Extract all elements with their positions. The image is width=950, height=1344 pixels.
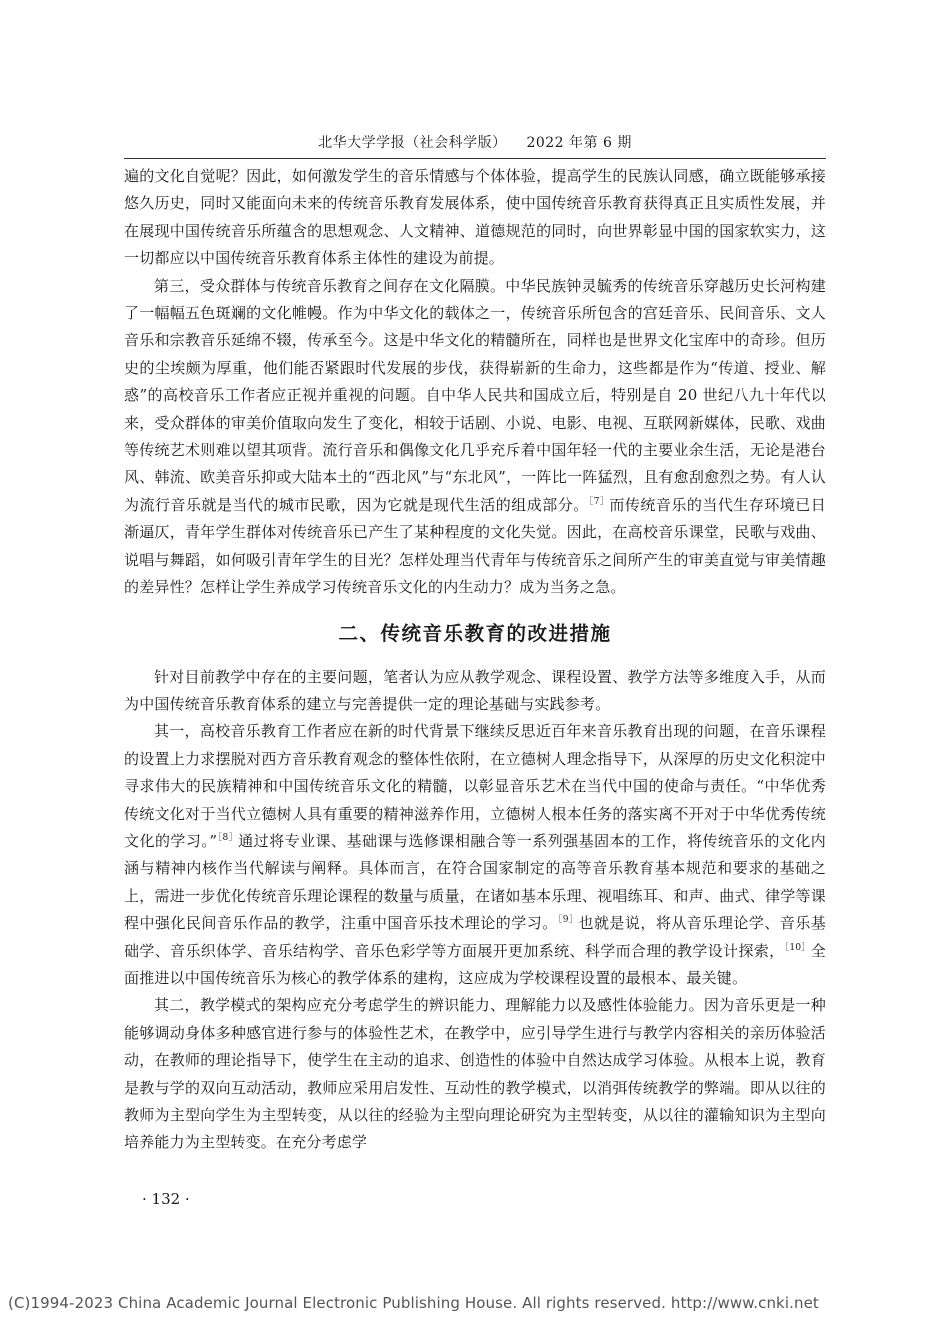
paragraph-first-measure: 其一，高校音乐教育工作者应在新的时代背景下继续反思近百年来音乐教育出现的问题，在音乐课程的设置上力求摆脱对西方音乐教育观念的整体性依附，在立德树人理念指导下，从深厚的历史文化积淀中寻求伟大的民族精神和中国传统音乐文化的精髓，以彰显音乐艺术在当代中国的使命与责任。“中华优秀传统文化对于当代立德树人具有重要的精神滋养作用，立德树人根本任务的落实离不开对于中华优秀传统文化的学习。”$^{[8]}$通过将专业课、基础课与选修课相融合等一系列强基固本的工作，将传统音乐的文化内涵与精神内核作当代解读与阐释。具体而言，在符合国家制定的高等音乐教育基本规范和要求的基础之上，需进一步优化传统音乐理论课程的数量与质量，在诸如基本乐理、视唱练耳、和声、曲式、律学等课程中强化民间音乐作品的教学，注重中国音乐技术理论的学习。$^{[9]}$也就是说，将从音乐理论学、音乐基础学、音乐织体学、音乐结构学、音乐色彩学等方面展开更加系统、科学而合理的教学设计探索，$^{[10]}$全面推进以中国传统音乐为核心的教学体系的建构，这应成为学校课程设置的最根本、最关键。 bbox=[124, 722, 827, 987]
journal-name: 北华大学学报（社会科学版） bbox=[318, 135, 507, 151]
citation-ref-10[interactable]: ［10］ bbox=[784, 942, 811, 953]
citation-ref-8[interactable]: ［8］ bbox=[217, 832, 239, 843]
paragraph-continuation: 遍的文化自觉呢？因此，如何激发学生的音乐情感与个体体验，提高学生的民族认同感，确立既能够承接悠久历史，同时又能面向未来的传统音乐教育发展体系，使中国传统音乐教育获得真正且实质性发展，并在展现中国传统音乐所蕴含的思想观念、人文精神、道德规范的同时，向世界彰显中国的国家软实力，这一切都应以中国传统音乐教育体系主体性的建设为前提。 bbox=[124, 167, 826, 268]
paragraph-intro: 针对目前教学中存在的主要问题，笔者认为应从教学观念、课程设置、教学方法等多维度入手，从而为中国传统音乐教育体系的建立与完善提供一定的理论基础与实践参考。 bbox=[124, 667, 826, 713]
paragraph-second-measure: 其二，教学模式的架构应充分考虑学生的辨识能力、理解能力以及感性体验能力。因为音乐更是一种能够调动身体多种感官进行参与的体验性艺术，在教学中，应引导学生进行与教学内容相关的亲历体验活动，在教师的理论指导下，使学生在主动的追求、创造性的体验中自然达成学习体验。从根本上说，教育是教与学的双向互动活动，教师应采用启发性、互动性的教学模式，以消弭传统教学的弊端。即从以往的教师为主型向学生为主型转变，从以往的经验为主型向理论研究为主型转变，从以往的灌输知识为主型向培养能力为主型转变。在充分考虑学 bbox=[124, 996, 826, 1152]
copyright-footer: (C)1994-2023 China Academic Journal Electronic Publishing House. All rights reserved. http://www.cnki.net bbox=[8, 1294, 819, 1312]
issue-label: 2022 年第 6 期 bbox=[526, 135, 632, 151]
article-body bbox=[124, 163, 826, 1157]
citation-ref-9[interactable]: ［9］ bbox=[557, 915, 579, 926]
section-heading: 二、传统音乐教育的改进措施 bbox=[338, 621, 612, 645]
citation-ref-7[interactable]: ［7］ bbox=[588, 496, 610, 507]
paragraph-third-issue: 第三，受众群体与传统音乐教育之间存在文化隔膜。中华民族钟灵毓秀的传统音乐穿越历史长河构建了一幅幅五色斑斓的文化帷幔。作为中华文化的载体之一，传统音乐所包含的宫廷音乐、民间音乐、文人音乐和宗教音乐延绵不辍，传承至今。这是中华文化的精髓所在，同样也是世界文化宝库中的奇珍。但历史的尘埃颇为厚重，他们能否紧跟时代发展的步伐，获得崭新的生命力，这些都是作为“传道、授业、解惑”的高校音乐工作者应正视并重视的问题。自中华人民共和国成立后，特别是自 20 世纪八九十年代以来，受众群体的审美价值取向发生了变化，相较于话剧、小说、电影、电视、互联网新媒体，民歌、戏曲等传统艺术则难以望其项背。流行音乐和偶像文化几乎充斥着中国年轻一代的主要业余生活，无论是港台风、韩流、欧美音乐抑或大陆本土的“西北风”与“东北风”，一阵比一阵猛烈，且有愈刮愈烈之势。有人认为流行音乐就是当代的城市民歌，因为它就是现代生活的组成部分。$^{[7]}$而传统音乐的当代生存环境已日渐逼仄，青年学生群体对传统音乐已产生了某种程度的文化失觉。因此，在高校音乐课堂，民歌与戏曲、说唱与舞蹈，如何吸引青年学生的目光？怎样处理当代青年与传统音乐之间所产生的审美直觉与审美情趣的差异性？怎样让学生养成学习传统音乐文化的内生动力？成为当务之急。 bbox=[124, 276, 826, 597]
running-header bbox=[124, 132, 826, 159]
page-number: · 132 · bbox=[142, 1190, 190, 1208]
